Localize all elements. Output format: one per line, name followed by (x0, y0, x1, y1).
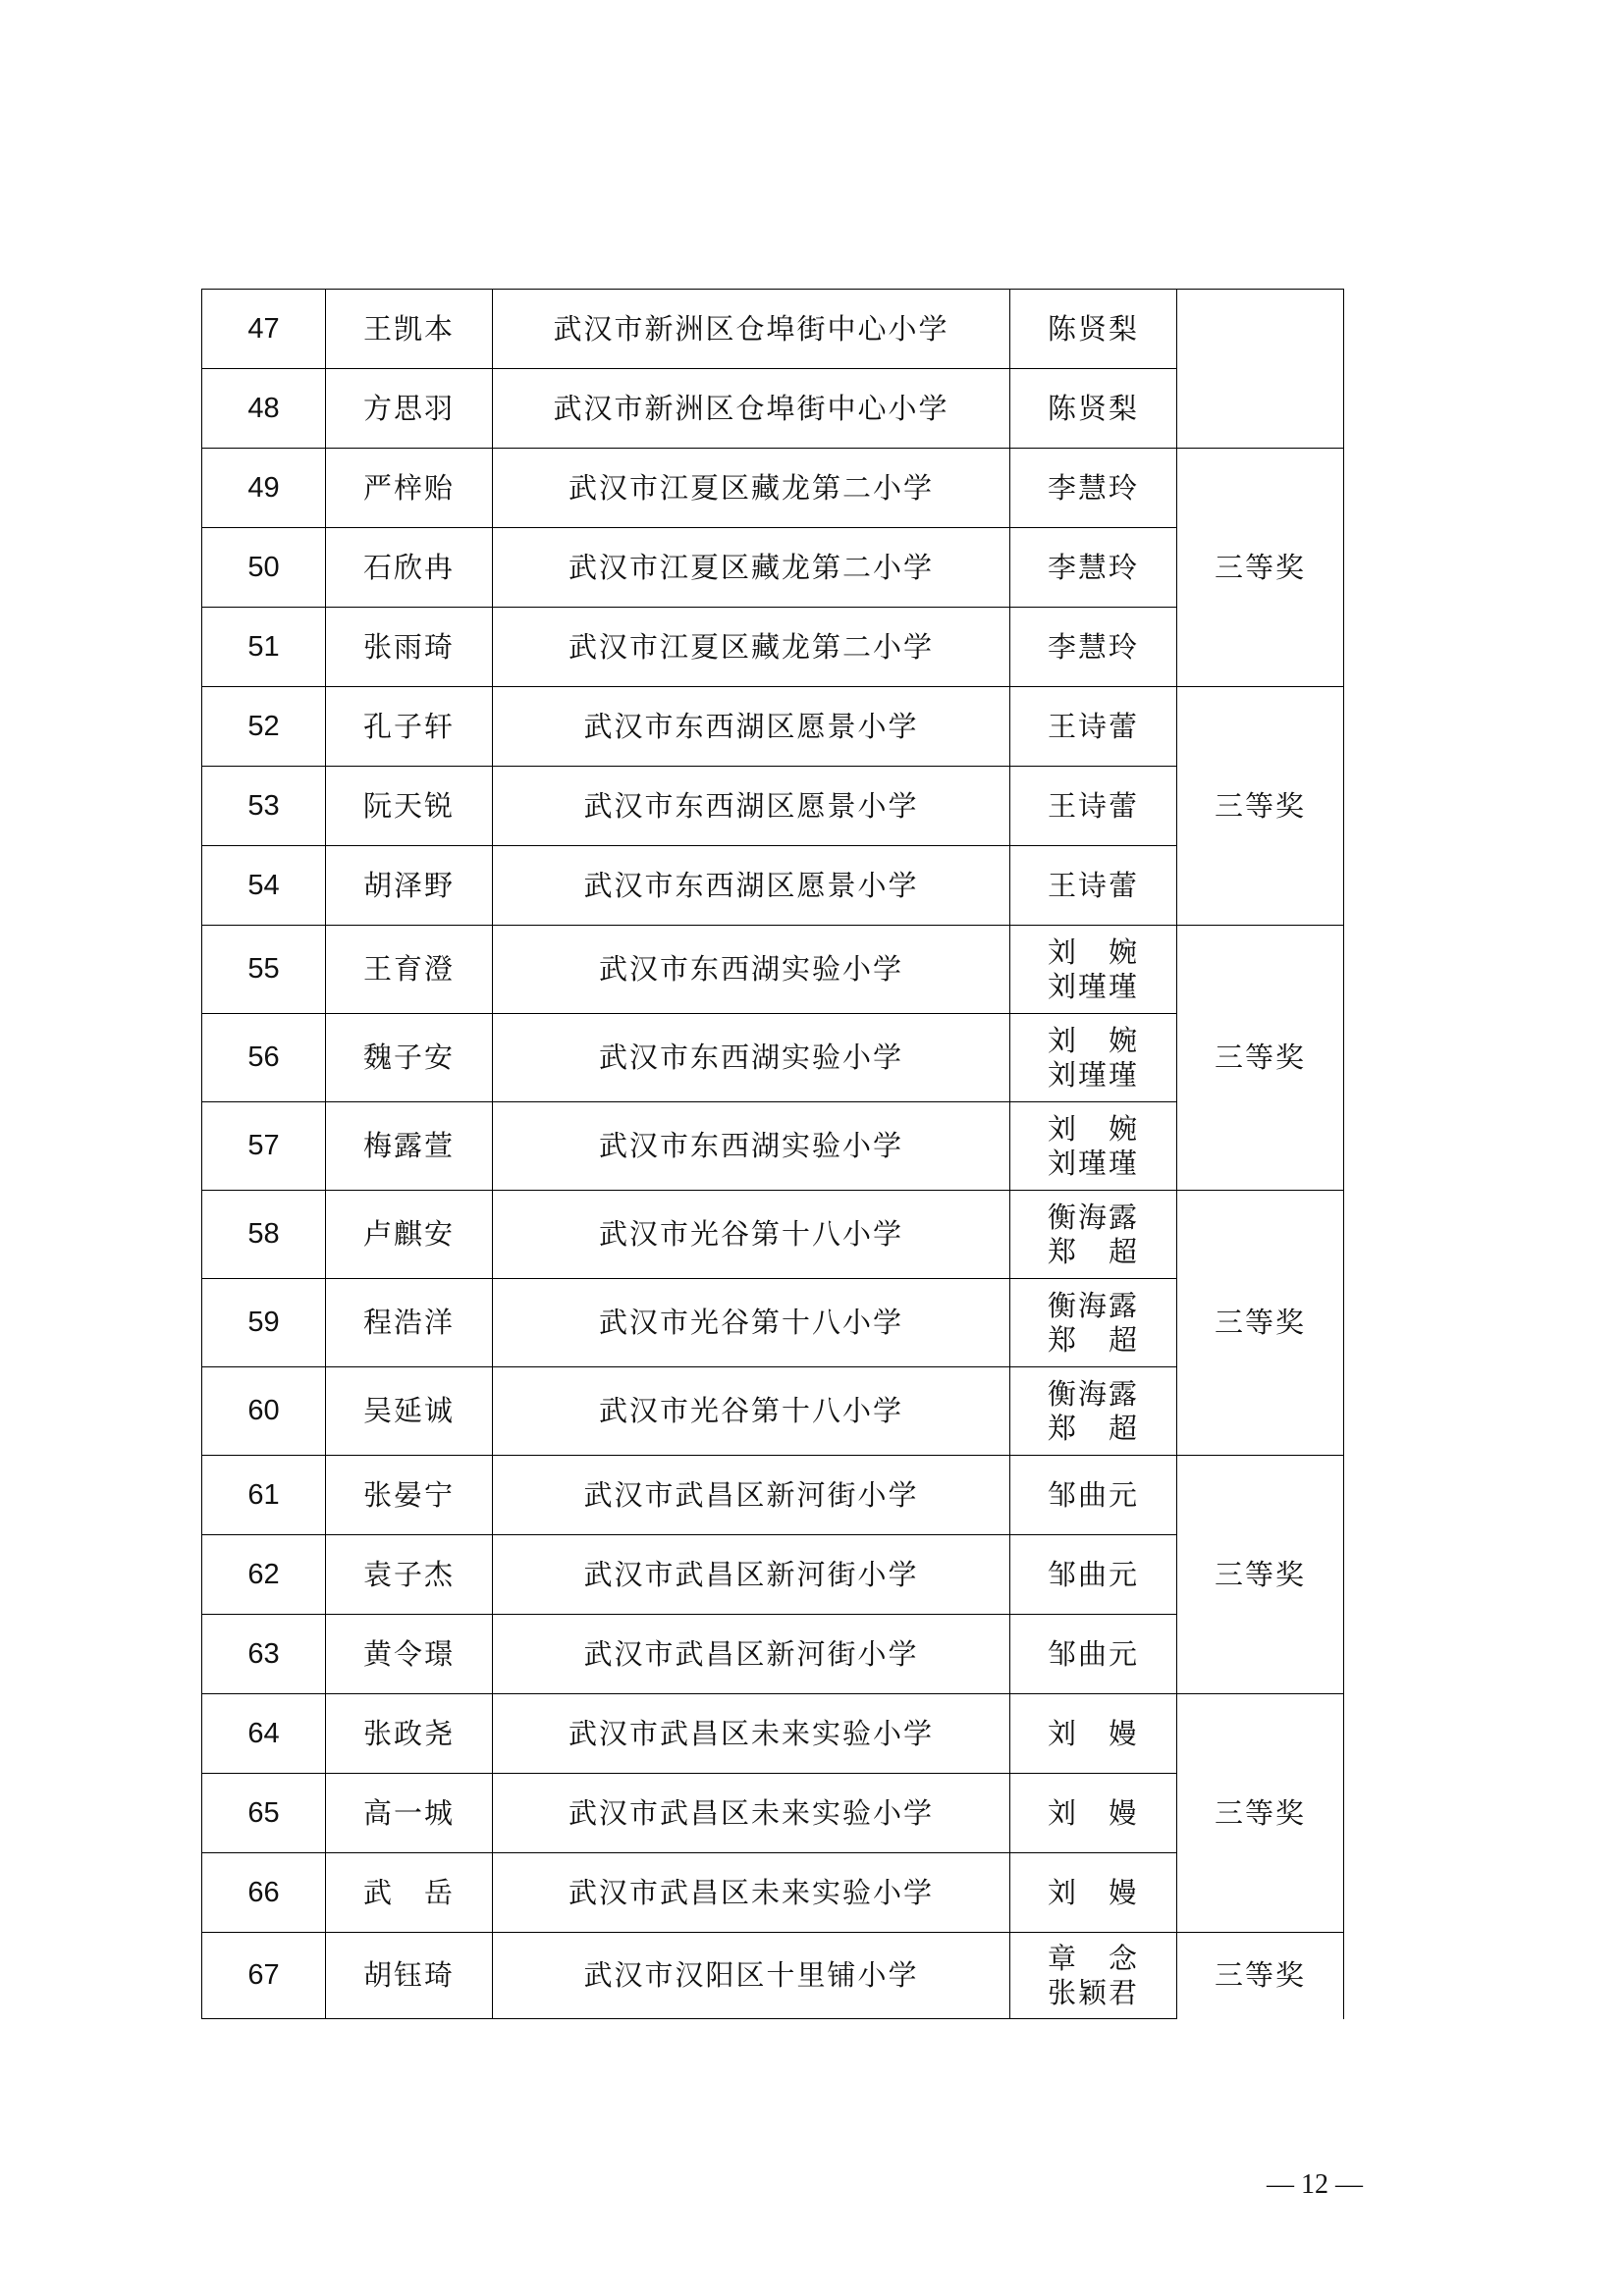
teacher-line: 衡海露 (1047, 1200, 1139, 1234)
teacher-line: 王诗蕾 (1047, 788, 1139, 823)
school-name: 武汉市江夏区藏龙第二小学 (493, 608, 1010, 687)
teacher-name (1010, 1694, 1177, 1774)
student-name: 张晏宁 (326, 1456, 493, 1535)
row-number: 51 (202, 608, 326, 687)
awards-table (201, 289, 1344, 2019)
teacher-line: 刘瑾瑾 (1047, 1146, 1139, 1180)
table-row (202, 1853, 1344, 1933)
teacher-line: 郑 超 (1047, 1411, 1139, 1445)
table-row (202, 846, 1344, 926)
student-name: 武 岳 (326, 1853, 493, 1933)
teacher-line: 邹曲元 (1047, 1557, 1139, 1591)
teacher-line: 衡海露 (1047, 1376, 1139, 1411)
student-name: 高一城 (326, 1774, 493, 1853)
row-number: 63 (202, 1615, 326, 1694)
student-name: 阮天锐 (326, 767, 493, 846)
teacher-line: 刘 嫚 (1047, 1875, 1139, 1909)
teacher-line: 邹曲元 (1047, 1477, 1139, 1512)
teacher-name (1010, 1102, 1177, 1191)
school-name: 武汉市新洲区仓埠街中心小学 (493, 369, 1010, 449)
school-name: 武汉市武昌区未来实验小学 (493, 1774, 1010, 1853)
row-number: 53 (202, 767, 326, 846)
row-number: 57 (202, 1102, 326, 1191)
school-name: 武汉市江夏区藏龙第二小学 (493, 449, 1010, 528)
school-name: 武汉市光谷第十八小学 (493, 1191, 1010, 1279)
teacher-line: 刘瑾瑾 (1047, 969, 1139, 1003)
award-level: 三等奖 (1177, 1191, 1344, 1456)
school-name: 武汉市东西湖区愿景小学 (493, 767, 1010, 846)
row-number: 49 (202, 449, 326, 528)
row-number: 66 (202, 1853, 326, 1933)
row-number: 58 (202, 1191, 326, 1279)
table-row (202, 767, 1344, 846)
row-number: 55 (202, 926, 326, 1014)
teacher-name (1010, 1191, 1177, 1279)
school-name: 武汉市武昌区新河街小学 (493, 1456, 1010, 1535)
teacher-name (1010, 1456, 1177, 1535)
table-row (202, 1191, 1344, 1279)
table-row (202, 687, 1344, 767)
school-name: 武汉市东西湖区愿景小学 (493, 687, 1010, 767)
teacher-name (1010, 369, 1177, 449)
award-level: 三等奖 (1177, 1694, 1344, 1933)
teacher-line: 王诗蕾 (1047, 709, 1139, 743)
teacher-name (1010, 926, 1177, 1014)
table-row (202, 369, 1344, 449)
row-number: 47 (202, 290, 326, 369)
table-row (202, 608, 1344, 687)
teacher-name (1010, 1535, 1177, 1615)
page-number: — 12 — (1267, 2169, 1363, 2200)
teacher-name (1010, 1014, 1177, 1102)
row-number: 60 (202, 1367, 326, 1456)
school-name: 武汉市汉阳区十里铺小学 (493, 1933, 1010, 2019)
award-level: 三等奖 (1177, 449, 1344, 687)
teacher-line: 刘 婉 (1047, 1111, 1139, 1146)
row-number: 67 (202, 1933, 326, 2019)
teacher-line: 张颖君 (1047, 1975, 1139, 2009)
teacher-name (1010, 1367, 1177, 1456)
award-level: 三等奖 (1177, 687, 1344, 926)
teacher-line: 衡海露 (1047, 1288, 1139, 1322)
row-number: 64 (202, 1694, 326, 1774)
table-row (202, 1367, 1344, 1456)
teacher-name (1010, 1933, 1177, 2019)
student-name: 王育澄 (326, 926, 493, 1014)
teacher-name (1010, 528, 1177, 608)
teacher-name (1010, 608, 1177, 687)
table-row (202, 290, 1344, 369)
award-level: 三等奖 (1177, 926, 1344, 1191)
row-number: 65 (202, 1774, 326, 1853)
row-number: 50 (202, 528, 326, 608)
teacher-line: 李慧玲 (1047, 470, 1139, 505)
teacher-line: 刘 嫚 (1047, 1795, 1139, 1830)
row-number: 54 (202, 846, 326, 926)
teacher-name (1010, 687, 1177, 767)
school-name: 武汉市武昌区新河街小学 (493, 1535, 1010, 1615)
student-name: 张政尧 (326, 1694, 493, 1774)
award-level (1177, 290, 1344, 449)
student-name: 张雨琦 (326, 608, 493, 687)
student-name: 吴延诚 (326, 1367, 493, 1456)
school-name: 武汉市东西湖实验小学 (493, 926, 1010, 1014)
school-name: 武汉市东西湖区愿景小学 (493, 846, 1010, 926)
row-number: 61 (202, 1456, 326, 1535)
student-name: 魏子安 (326, 1014, 493, 1102)
student-name: 方思羽 (326, 369, 493, 449)
table-row (202, 1774, 1344, 1853)
award-level: 三等奖 (1177, 1456, 1344, 1694)
table-row (202, 1014, 1344, 1102)
table-row (202, 449, 1344, 528)
school-name: 武汉市东西湖实验小学 (493, 1102, 1010, 1191)
table-row (202, 1535, 1344, 1615)
teacher-line: 刘瑾瑾 (1047, 1057, 1139, 1092)
table-row (202, 1694, 1344, 1774)
student-name: 石欣冉 (326, 528, 493, 608)
teacher-name (1010, 1615, 1177, 1694)
teacher-name (1010, 1853, 1177, 1933)
table-row (202, 1933, 1344, 2019)
student-name: 王凯本 (326, 290, 493, 369)
table-row (202, 1615, 1344, 1694)
award-level: 三等奖 (1177, 1933, 1344, 2019)
teacher-name (1010, 767, 1177, 846)
school-name: 武汉市光谷第十八小学 (493, 1279, 1010, 1367)
teacher-line: 郑 超 (1047, 1322, 1139, 1357)
student-name: 孔子轩 (326, 687, 493, 767)
teacher-name (1010, 290, 1177, 369)
school-name: 武汉市武昌区未来实验小学 (493, 1853, 1010, 1933)
teacher-line: 陈贤梨 (1047, 391, 1139, 425)
teacher-line: 李慧玲 (1047, 550, 1139, 584)
teacher-line: 刘 嫚 (1047, 1716, 1139, 1750)
table-row (202, 1279, 1344, 1367)
table-row (202, 926, 1344, 1014)
student-name: 胡钰琦 (326, 1933, 493, 2019)
row-number: 52 (202, 687, 326, 767)
teacher-line: 刘 婉 (1047, 934, 1139, 969)
table-row (202, 528, 1344, 608)
teacher-line: 郑 超 (1047, 1234, 1139, 1268)
row-number: 48 (202, 369, 326, 449)
student-name: 袁子杰 (326, 1535, 493, 1615)
school-name: 武汉市光谷第十八小学 (493, 1367, 1010, 1456)
school-name: 武汉市东西湖实验小学 (493, 1014, 1010, 1102)
teacher-line: 邹曲元 (1047, 1636, 1139, 1671)
teacher-line: 章 念 (1047, 1941, 1139, 1975)
teacher-name (1010, 846, 1177, 926)
teacher-name (1010, 1774, 1177, 1853)
student-name: 胡泽野 (326, 846, 493, 926)
school-name: 武汉市武昌区新河街小学 (493, 1615, 1010, 1694)
school-name: 武汉市武昌区未来实验小学 (493, 1694, 1010, 1774)
student-name: 梅露萱 (326, 1102, 493, 1191)
teacher-name (1010, 449, 1177, 528)
student-name: 黄令璟 (326, 1615, 493, 1694)
teacher-name (1010, 1279, 1177, 1367)
student-name: 程浩洋 (326, 1279, 493, 1367)
teacher-line: 王诗蕾 (1047, 868, 1139, 902)
row-number: 56 (202, 1014, 326, 1102)
table-row (202, 1456, 1344, 1535)
teacher-line: 陈贤梨 (1047, 311, 1139, 346)
school-name: 武汉市新洲区仓埠街中心小学 (493, 290, 1010, 369)
teacher-line: 刘 婉 (1047, 1023, 1139, 1057)
school-name: 武汉市江夏区藏龙第二小学 (493, 528, 1010, 608)
row-number: 62 (202, 1535, 326, 1615)
teacher-line: 李慧玲 (1047, 629, 1139, 664)
table-row (202, 1102, 1344, 1191)
student-name: 严梓贻 (326, 449, 493, 528)
row-number: 59 (202, 1279, 326, 1367)
student-name: 卢麒安 (326, 1191, 493, 1279)
